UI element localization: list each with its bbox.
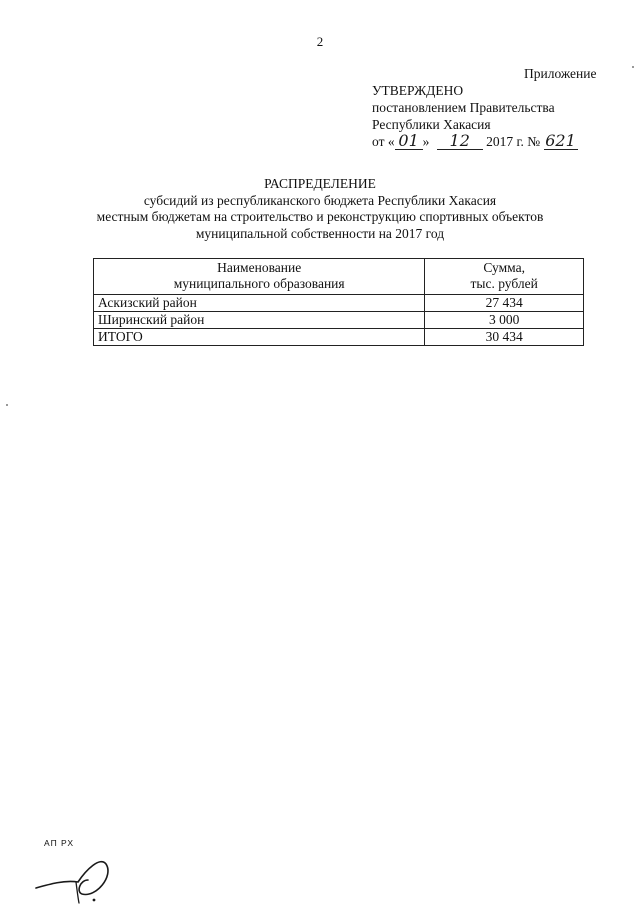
row-amount: 27 434 — [425, 295, 584, 312]
title-line2: местным бюджетам на строительство и реконструкцию спортивных объектов — [96, 209, 544, 224]
signature-mark — [30, 850, 120, 905]
header-name — [94, 259, 425, 295]
table-row — [94, 295, 584, 312]
scan-mark — [6, 404, 8, 406]
day-field — [395, 133, 423, 150]
scan-mark — [632, 66, 634, 68]
header-name-line1: Наименование — [217, 260, 302, 275]
month-field — [437, 133, 483, 150]
approval-block — [372, 82, 578, 150]
title-heading: РАСПРЕДЕЛЕНИЕ — [264, 176, 376, 191]
row-name: Аскизский район — [94, 295, 425, 312]
approval-approved: УТВЕРЖДЕНО — [372, 83, 464, 98]
header-amount — [425, 259, 584, 295]
quote-close: » — [422, 134, 430, 149]
day-handwritten: 01 — [398, 131, 419, 150]
approval-date-line — [372, 133, 578, 150]
month-handwritten: 12 — [449, 131, 470, 150]
table-row-total — [94, 329, 584, 346]
title-line1: субсидий из республиканского бюджета Республики Хакасия — [143, 192, 497, 208]
date-prefix: от « — [372, 134, 395, 149]
title-line3: муниципальной собственности на 2017 год — [195, 225, 445, 241]
table-row — [94, 312, 584, 329]
stamp-label: АП РХ — [44, 838, 75, 848]
number-handwritten: 621 — [545, 131, 576, 150]
table-header-row — [94, 259, 584, 295]
distribution-table — [93, 258, 584, 346]
row-name: Ширинский район — [94, 312, 425, 329]
row-amount: 3 000 — [425, 312, 584, 329]
header-amount-line1: Сумма, — [483, 260, 525, 275]
appendix-label: Приложение — [524, 66, 597, 81]
approval-line1: постановлением Правительства — [372, 100, 555, 115]
page-number: 2 — [316, 34, 324, 49]
row-amount: 30 434 — [425, 329, 584, 346]
year-text: 2017 г. № — [486, 134, 541, 149]
title-block — [0, 176, 640, 242]
row-name: ИТОГО — [94, 329, 425, 346]
header-name-line2: муниципального образования — [173, 276, 345, 291]
header-amount-line2: тыс. рублей — [470, 276, 538, 291]
number-field — [544, 133, 578, 150]
approval-line2: Республики Хакасия — [372, 117, 491, 132]
